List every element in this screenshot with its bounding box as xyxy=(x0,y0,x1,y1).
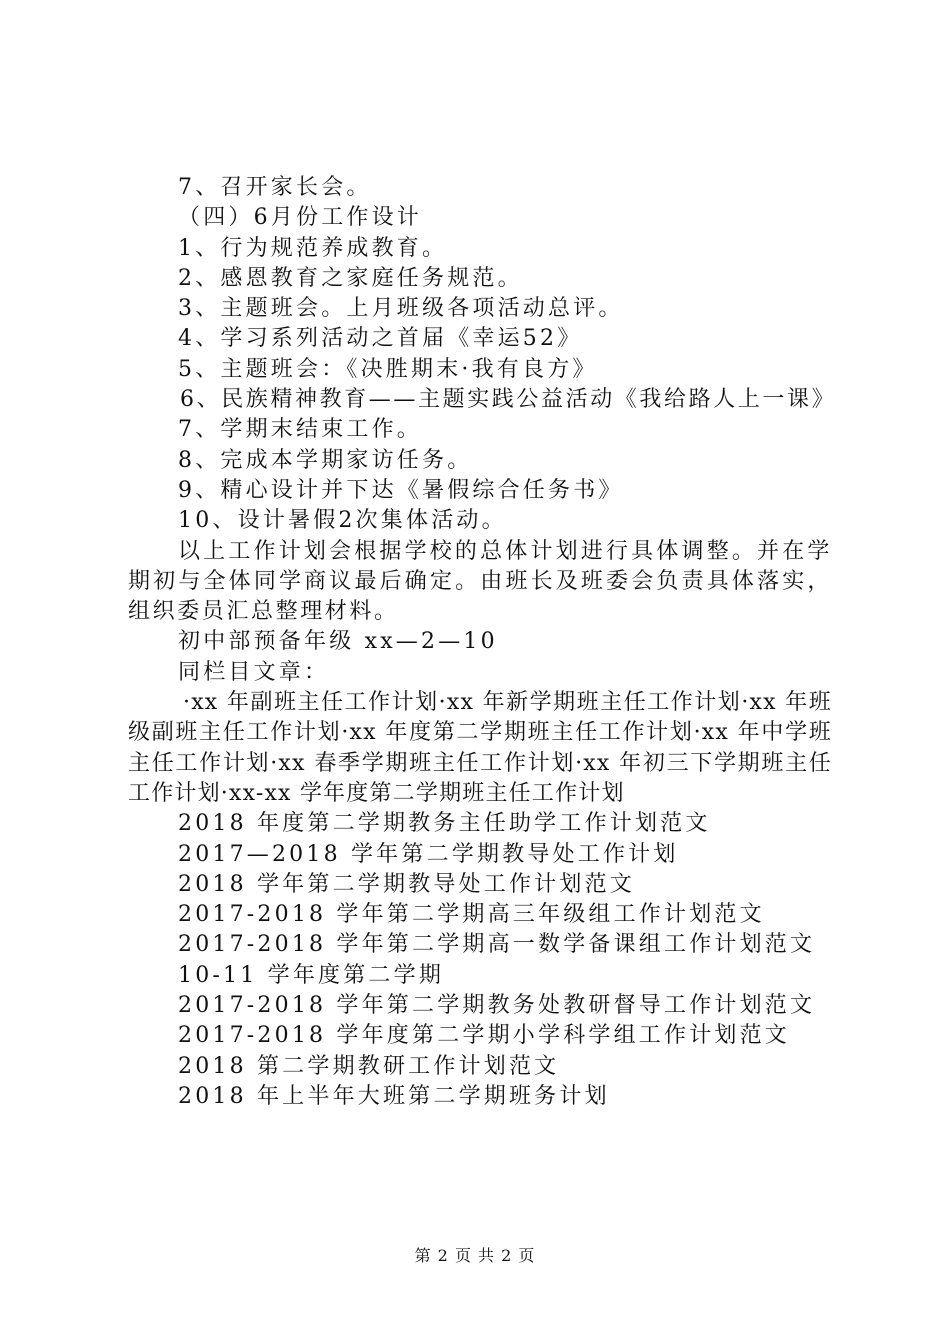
related-articles-inline: ·xx 年副班主任工作计划·xx 年新学期班主任工作计划·xx 年班级副班主任工作计划·xx 年度第二学期班主任工作计划·xx 年中学班主任工作计划·xx 春季学期班主任工作计划·xx 年初三下学期班主任工作计划·xx-xx 学年度第二学期班主任工作计划 xyxy=(128,690,832,806)
related-article-item: 2018 学年第二学期教导处工作计划范文 xyxy=(178,871,635,897)
related-heading: 同栏目文章： xyxy=(178,659,330,685)
related-article-item: 2018 第二学期教研工作计划范文 xyxy=(178,1053,560,1079)
page-footer: 第 2 页 共 2 页 xyxy=(414,1246,536,1265)
list-item: 3、主题班会。上月班级各项活动总评。 xyxy=(178,296,624,322)
related-article-item: 2017-2018 学年第二学期教务处教研督导工作计划范文 xyxy=(178,993,816,1019)
list-item: 6、民族精神教育——主题实践公益活动《我给路人上一课》 xyxy=(180,387,837,413)
signature: 初中部预备年级 xx—2—10 xyxy=(178,629,498,655)
related-article-item: 10-11 学年度第二学期 xyxy=(178,962,445,988)
related-article-item: 2018 年上半年大班第二学期班务计划 xyxy=(178,1083,610,1109)
list-item: 7、召开家长会。 xyxy=(178,175,372,200)
closing-paragraph: 以上工作计划会根据学校的总体计划进行具体调整。并在学期初与全体同学商议最后确定。由班长及班委会负责具体落实，组织委员汇总整理材料。 xyxy=(128,538,832,625)
page-content xyxy=(128,173,837,1112)
list-item: 7、学期末结束工作。 xyxy=(178,417,422,443)
list-item: 4、学习系列活动之首届《幸运52》 xyxy=(178,326,583,352)
related-article-item: 2017-2018 学年第二学期高三年级组工作计划范文 xyxy=(178,902,765,928)
related-article-item: 2017-2018 学年第二学期高一数学备课组工作计划范文 xyxy=(178,932,816,958)
list-item: 5、主题班会：《决胜期末·我有良方》 xyxy=(178,356,598,382)
list-item: 8、完成本学期家访任务。 xyxy=(178,447,473,473)
section-heading: （四）6月份工作设计 xyxy=(178,205,422,231)
list-item: 2、感恩教育之家庭任务规范。 xyxy=(178,265,523,291)
list-item: 10、设计暑假2次集体活动。 xyxy=(178,508,507,534)
list-item: 9、精心设计并下达《暑假综合任务书》 xyxy=(178,477,624,503)
related-article-item: 2017-2018 学年度第二学期小学科学组工作计划范文 xyxy=(178,1023,791,1049)
related-article-item: 2018 年度第二学期教务主任助学工作计划范文 xyxy=(178,811,711,837)
related-article-item: 2017—2018 学年第二学期教导处工作计划 xyxy=(178,841,679,867)
list-item: 1、行为规范养成教育。 xyxy=(178,235,448,261)
